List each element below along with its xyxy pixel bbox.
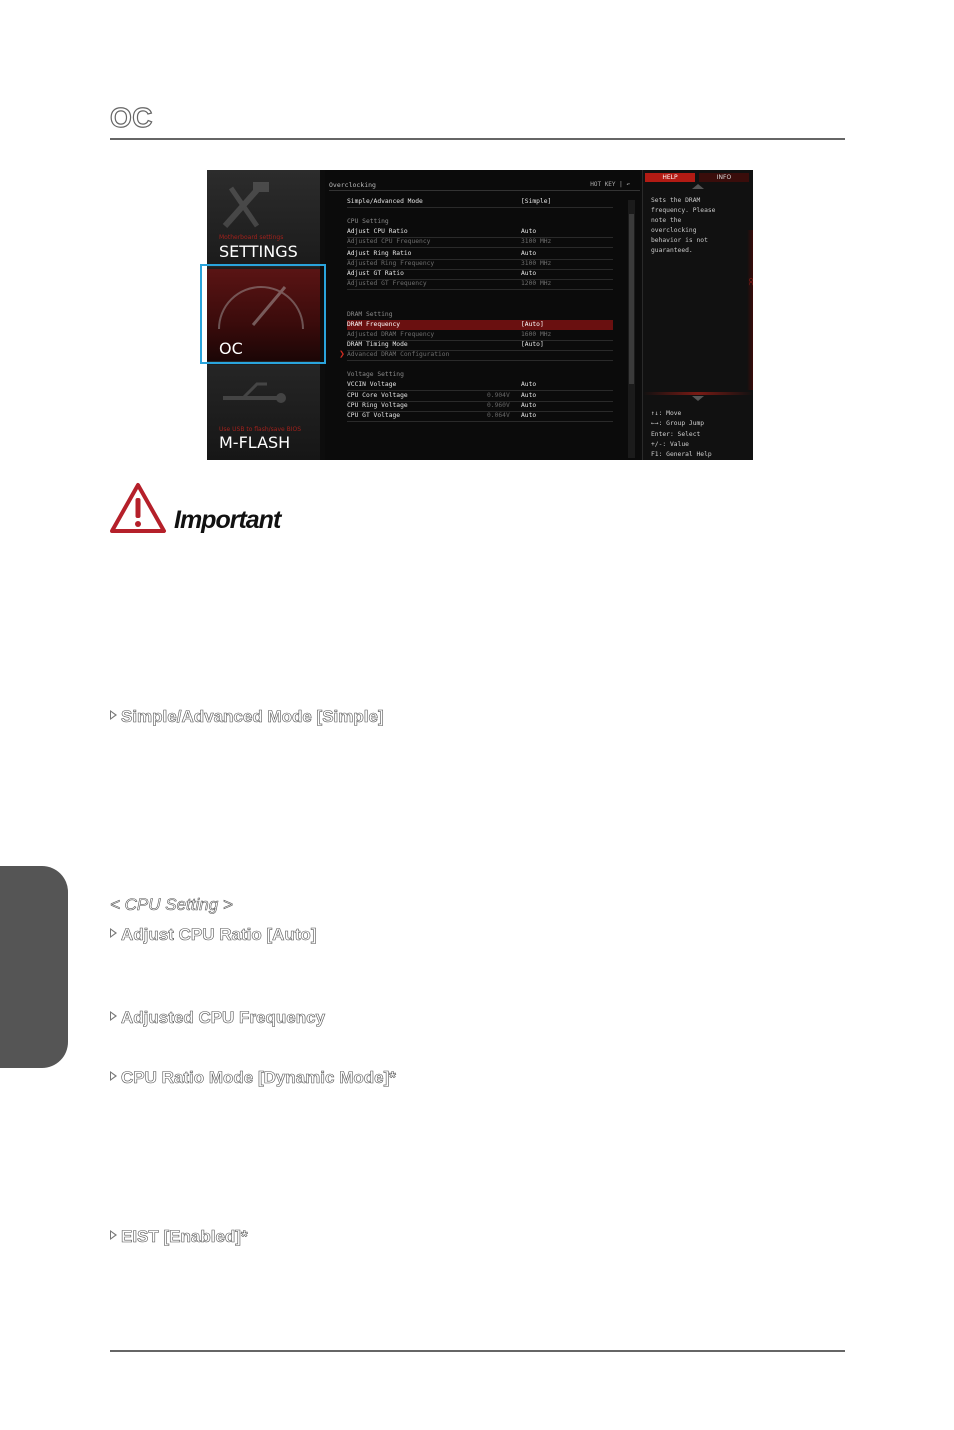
help-edge-label: OC (747, 278, 753, 286)
row-value: Auto (521, 392, 537, 399)
item-eist (110, 1227, 248, 1247)
row-value: Auto (521, 270, 537, 277)
row-value: 1200 MHz (521, 280, 552, 287)
scrollbar[interactable] (628, 200, 635, 458)
row-name: DRAM Timing Mode (347, 341, 408, 348)
triangle-bullet-icon (110, 1071, 117, 1081)
row-value: Auto (521, 250, 537, 257)
menu-mflash[interactable] (207, 366, 320, 460)
scrollbar-thumb[interactable] (629, 214, 634, 384)
settings-label: SETTINGS (219, 242, 298, 261)
row-gt-voltage[interactable] (347, 411, 613, 422)
row-name: Adjusted Ring Frequency (347, 260, 435, 267)
triangle-bullet-icon (110, 928, 117, 938)
row-vccin[interactable] (347, 380, 613, 391)
bios-main-panel (325, 170, 640, 460)
voltage-reading: 0.960V (487, 402, 510, 409)
row-name: Adjust Ring Ratio (347, 250, 412, 257)
row-name: Adjust GT Ratio (347, 270, 404, 277)
section-heading: DRAM Setting (347, 311, 393, 318)
row-gt-freq (347, 279, 613, 290)
row-value: 3100 MHz (521, 238, 552, 245)
mflash-label: M-FLASH (219, 433, 291, 452)
item-cpu-ratio-mode (110, 1068, 396, 1088)
scroll-down-icon[interactable] (692, 396, 704, 401)
item-label: CPU Ratio Mode [Dynamic Mode]* (121, 1068, 396, 1087)
tools-icon (217, 178, 287, 234)
row-name: Advanced DRAM Configuration (347, 351, 450, 358)
scroll-up-icon[interactable] (692, 184, 704, 189)
row-cpu-heading (347, 217, 613, 227)
row-cpu-freq (347, 237, 613, 248)
key-value: +/-: Value (651, 440, 689, 448)
help-line: overclocking (651, 227, 697, 234)
warning-icon (108, 481, 168, 535)
row-dram-heading (347, 310, 613, 320)
row-mode[interactable] (347, 197, 613, 208)
help-line: frequency. Please (651, 207, 716, 214)
help-line: note the (651, 217, 682, 224)
row-name: Adjusted GT Frequency (347, 280, 427, 287)
footer-rule (110, 1350, 845, 1352)
help-panel (642, 170, 753, 460)
item-adjust-cpu-ratio (110, 925, 316, 945)
row-value: Auto (521, 412, 537, 419)
row-value: Auto (521, 402, 537, 409)
help-line: behavior is not (651, 237, 708, 244)
row-name: Adjusted DRAM Frequency (347, 331, 435, 338)
tab-help[interactable]: HELP (645, 173, 695, 182)
help-tabs (643, 173, 753, 183)
row-dram-advanced[interactable] (347, 350, 613, 361)
title-rule (110, 138, 845, 140)
item-label: Adjust CPU Ratio [Auto] (121, 925, 317, 944)
row-voltage-heading (347, 370, 613, 380)
section-heading: Voltage Setting (347, 371, 404, 378)
item-label: Simple/Advanced Mode [Simple] (121, 707, 384, 726)
row-name: Adjusted CPU Frequency (347, 238, 431, 245)
key-help: F1: General Help (651, 451, 712, 459)
row-name: Adjust CPU Ratio (347, 228, 408, 235)
tab-info[interactable]: INFO (699, 173, 749, 182)
row-value: 3100 MHz (521, 260, 552, 267)
row-value: [Auto] (521, 341, 544, 348)
page-title: OC (110, 102, 153, 133)
row-name: VCCIN Voltage (347, 381, 397, 388)
hotkey-button[interactable]: HOT KEY | ↶ (590, 181, 630, 188)
help-text (651, 196, 747, 256)
submenu-arrow-icon: ❯ (339, 351, 345, 358)
item-simple-advanced-mode (110, 707, 384, 727)
help-divider (643, 392, 753, 395)
bios-header: Overclocking (329, 181, 376, 189)
help-line: Sets the DRAM (651, 197, 701, 204)
help-line: guaranteed. (651, 247, 693, 254)
row-name: CPU Ring Voltage (347, 402, 408, 409)
section-heading: CPU Setting (347, 218, 389, 225)
item-adjusted-cpu-frequency (110, 1008, 325, 1028)
item-label: Adjusted CPU Frequency (121, 1008, 326, 1027)
row-value: Auto (521, 381, 537, 388)
item-label: EIST [Enabled]* (121, 1227, 248, 1246)
row-name: DRAM Frequency (347, 321, 401, 328)
row-value: [Auto] (521, 321, 544, 328)
help-edge-glow (747, 230, 753, 390)
key-group-jump: ←→: Group Jump (651, 420, 705, 428)
chapter-side-tab (0, 866, 68, 1068)
triangle-bullet-icon (110, 710, 117, 720)
important-heading: Important (174, 506, 281, 534)
key-move: ↑↓: Move (651, 410, 682, 417)
row-name: CPU GT Voltage (347, 412, 401, 419)
triangle-bullet-icon (110, 1230, 117, 1240)
row-dram-frequency[interactable] (347, 320, 613, 330)
key-select: Enter: Select (651, 430, 701, 438)
usb-icon (219, 376, 289, 416)
oc-label: OC (219, 339, 243, 358)
menu-settings[interactable] (207, 170, 320, 266)
settings-subtitle: Motherboard settings (219, 234, 284, 241)
mflash-subtitle: Use USB to flash/save BIOS (219, 426, 302, 433)
row-value: 1600 MHz (521, 331, 552, 338)
key-legend (651, 409, 712, 460)
voltage-reading: 0.904V (487, 392, 510, 399)
row-name: CPU Core Voltage (347, 392, 408, 399)
header-divider (329, 190, 640, 191)
row-value: Auto (521, 228, 537, 235)
voltage-reading: 0.064V (487, 412, 510, 419)
row-value: [Simple] (521, 198, 552, 205)
oc-highlight-box (200, 264, 326, 364)
section-cpu-setting: < CPU Setting > (110, 895, 233, 914)
triangle-bullet-icon (110, 1011, 117, 1021)
row-name: Simple/Advanced Mode (347, 198, 423, 205)
